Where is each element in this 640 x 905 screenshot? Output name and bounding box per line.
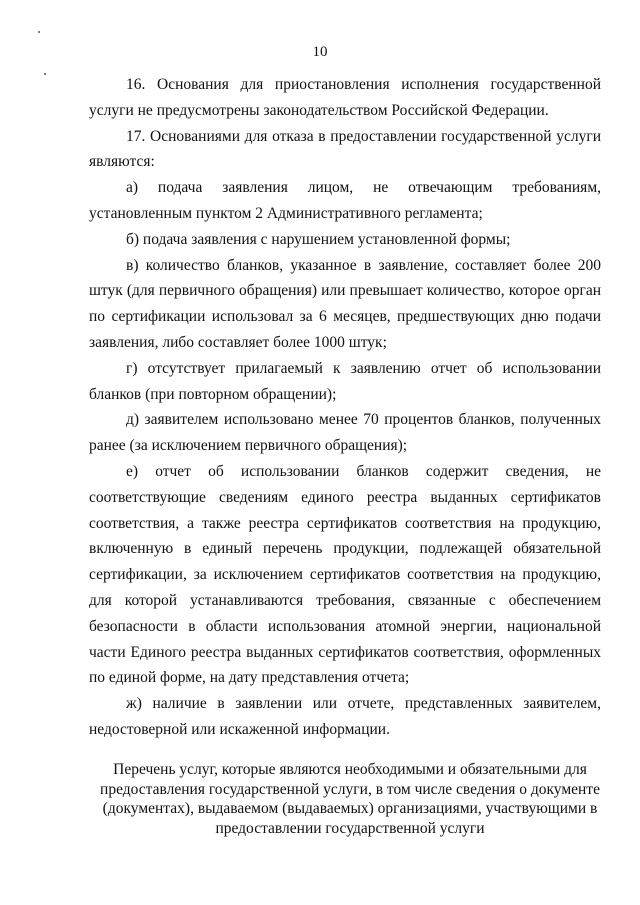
list-item-b: б) подача заявления с нарушением установленной формы; <box>126 230 511 248</box>
paragraph-16: 16. Основания для приостановления исполнения государственной услуги не предусмотрены законодательством Российской Федерации. <box>89 76 601 119</box>
body-text <box>89 72 601 743</box>
section-heading: Перечень услуг, которые являются необходимыми и обязательными для предоставления государственной услуги, в том числе сведения о документе (документах), выдаваемом (выдаваемых) организациями, участвующими в предоставлении государственной услуги <box>100 761 600 837</box>
list-item-a: а) подача заявления лицом, не отвечающим требованиям, установленным пунктом 2 Административного регламента; <box>89 179 601 222</box>
list-item-d: д) заявителем использовано менее 70 процентов бланков, полученных ранее (за исключением первичного обращения); <box>89 411 601 455</box>
list-item-v: в) количество бланков, указанное в заявление, составляет более 200 штук (для первичного обращения) или превышает количество, которое орган по сертификации использовал за 6 месяцев, предшествующих дню подачи заявления, либо составляет более 1000 штук; <box>89 256 601 351</box>
paragraph-17: 17. Основаниями для отказа в предоставлении государственной услуги являются: <box>89 127 601 171</box>
list-item-g: г) отсутствует прилагаемый к заявлению отчет об использовании бланков (при повторном обращении); <box>89 359 601 403</box>
scan-speck <box>44 73 46 75</box>
page-number: 10 <box>312 44 328 60</box>
list-item-e: е) отчет об использовании бланков содержит сведения, не соответствующие сведениям единого реестра выданных сертификатов соответствия, а также реестра сертификатов соответствия на продукцию, включенную в единый перечень продукции, подлежащей обязательной сертификации, за исключением сертификатов соответствия на продукцию, для которой устанавливаются требования, связанные с обеспечением безопасности в области использования атомной энергии, национальной части Единого реестра выданных сертификатов соответствия, оформленных по единой форме, на дату представления отчета; <box>89 462 601 687</box>
list-item-zh: ж) наличие в заявлении или отчете, представленных заявителем, недостоверной или искаженной информации. <box>89 695 601 738</box>
scan-speck <box>38 31 40 33</box>
